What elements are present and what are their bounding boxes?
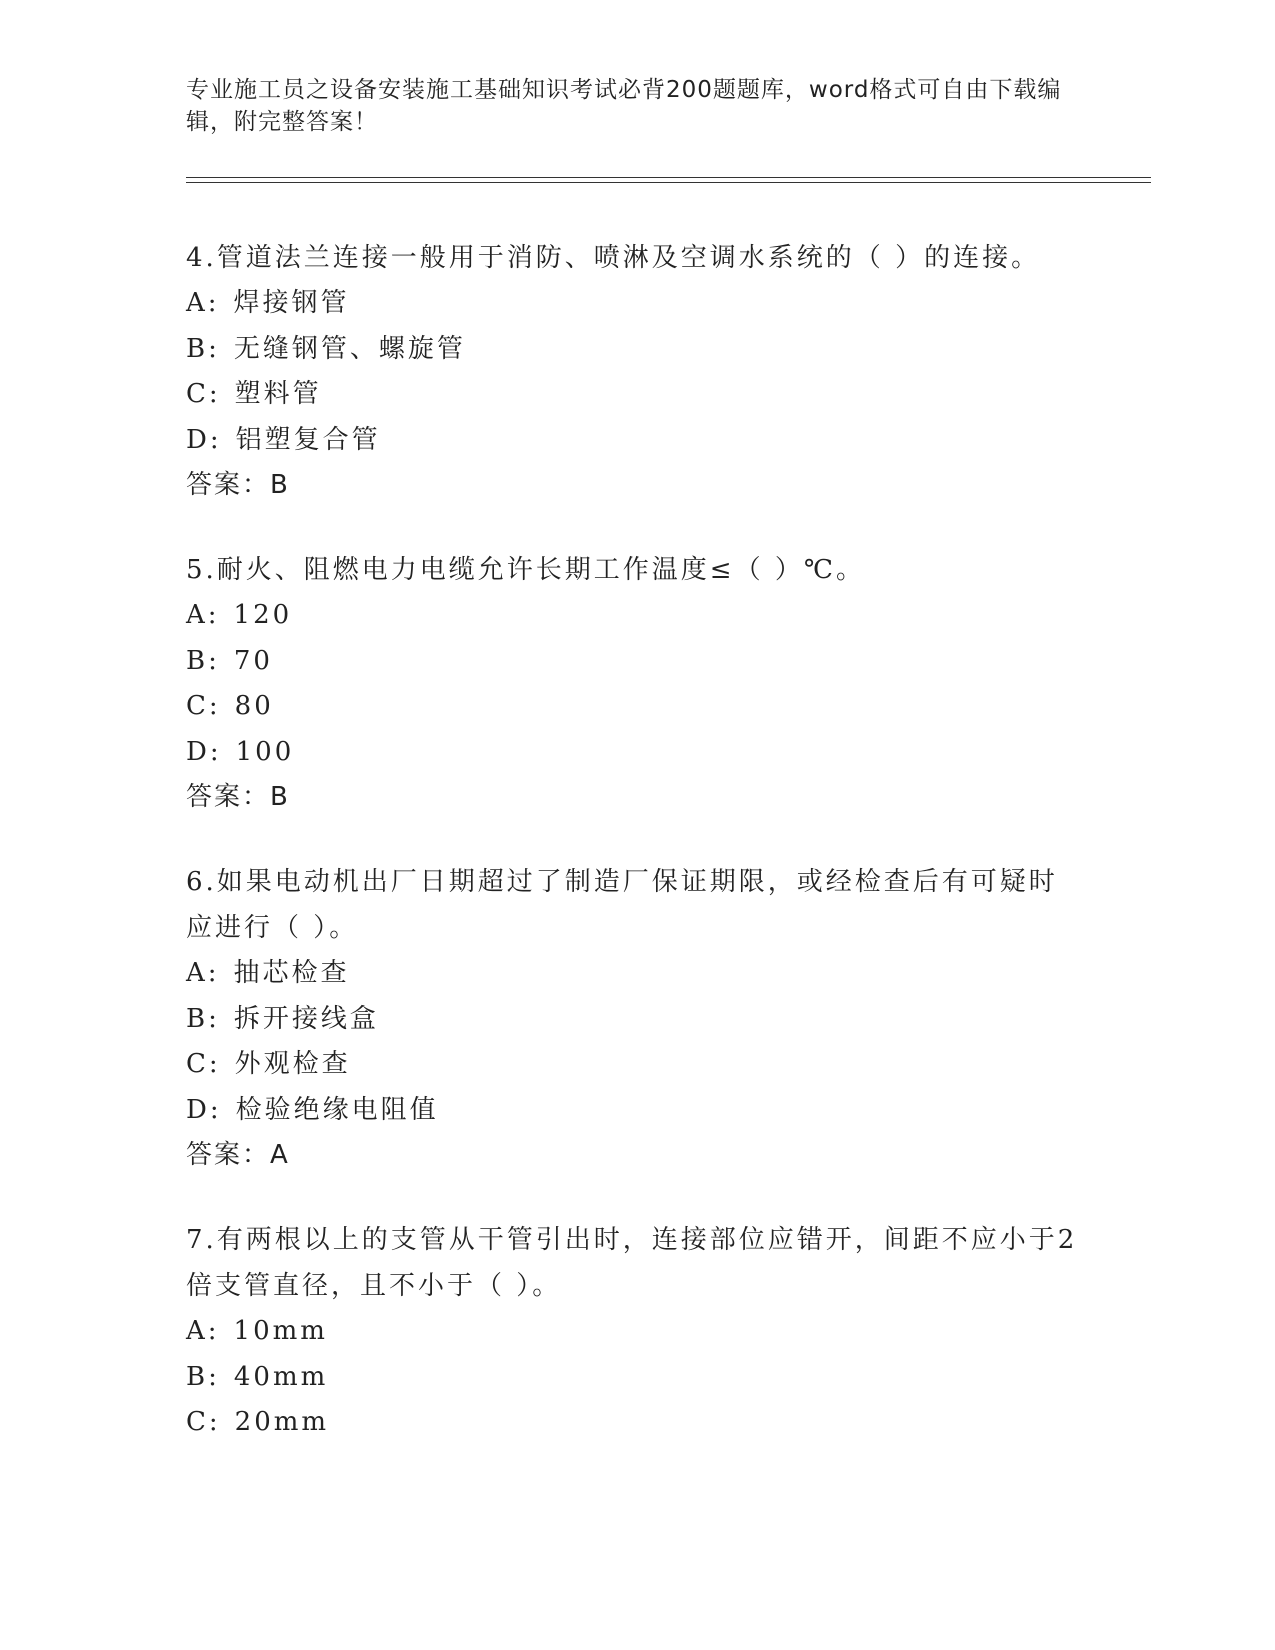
- answer-line: 答案：A: [186, 1140, 290, 1170]
- option-text: 拆开接线盒: [233, 1003, 379, 1034]
- option-text: 检验绝缘电阻值: [235, 1094, 439, 1125]
- option-c: [186, 1400, 1086, 1446]
- option-key: D:: [186, 424, 222, 455]
- option-key: C:: [186, 691, 221, 721]
- option-a: [186, 951, 1086, 997]
- option-text: 抽芯检查: [233, 958, 350, 988]
- answer-line: 答案：B: [186, 470, 290, 500]
- option-text: 40mm: [233, 1361, 329, 1392]
- question-list: [186, 235, 1086, 1485]
- question-stem: 7.有两根以上的支管从干管引出时，连接部位应错开，间距不应小于2倍支管直径，且不小于（ ）。: [186, 1225, 1078, 1301]
- option-b: [186, 1355, 1086, 1401]
- option-text: 焊接钢管: [233, 288, 350, 318]
- option-key: C:: [186, 379, 221, 409]
- option-key: B:: [186, 333, 220, 364]
- option-key: C:: [186, 1049, 221, 1079]
- question-stem: 6.如果电动机出厂日期超过了制造厂保证期限，或经检查后有可疑时应进行（ ）。: [186, 867, 1058, 943]
- question-4: [186, 235, 1086, 508]
- question-stem: 4.管道法兰连接一般用于消防、喷淋及空调水系统的（ ）的连接。: [186, 243, 1041, 273]
- question-5: [186, 547, 1086, 820]
- option-d: [186, 1088, 1086, 1134]
- question-6: [186, 859, 1086, 1178]
- option-key: B:: [186, 1361, 220, 1392]
- option-b: [186, 639, 1086, 685]
- option-key: A:: [186, 600, 220, 630]
- option-c: [186, 1042, 1086, 1088]
- option-text: 外观检查: [234, 1049, 351, 1079]
- option-a: [186, 1309, 1086, 1355]
- option-key: D:: [186, 1094, 222, 1125]
- option-a: [186, 281, 1086, 327]
- option-b: [186, 997, 1086, 1043]
- option-text: 无缝钢管、螺旋管: [233, 333, 466, 364]
- header-rule-top: [186, 177, 1151, 178]
- option-text: 100: [235, 736, 295, 767]
- answer-line: 答案：B: [186, 782, 290, 812]
- option-key: B:: [186, 1003, 220, 1034]
- header-rule-bottom: [186, 182, 1151, 183]
- option-c: [186, 684, 1086, 730]
- option-key: A:: [186, 288, 220, 318]
- option-key: A:: [186, 1316, 220, 1346]
- option-key: D:: [186, 736, 222, 767]
- option-text: 120: [233, 600, 293, 630]
- option-key: B:: [186, 645, 220, 676]
- option-text: 铝塑复合管: [235, 424, 381, 455]
- option-text: 10mm: [233, 1316, 328, 1346]
- option-key: A:: [186, 958, 220, 988]
- option-key: C:: [186, 1407, 221, 1437]
- option-c: [186, 372, 1086, 418]
- option-a: [186, 593, 1086, 639]
- option-text: 塑料管: [234, 379, 322, 409]
- document-header: 专业施工员之设备安装施工基础知识考试必背200题题库，word格式可自由下载编辑，附完整答案！: [186, 77, 1062, 135]
- question-stem: 5.耐火、阻燃电力电缆允许长期工作温度≤（ ）℃。: [186, 555, 865, 585]
- question-7: [186, 1217, 1086, 1446]
- option-text: 20mm: [234, 1407, 330, 1437]
- option-b: [186, 327, 1086, 373]
- option-d: [186, 730, 1086, 776]
- option-d: [186, 418, 1086, 464]
- option-text: 70: [233, 645, 273, 676]
- option-text: 80: [234, 691, 274, 721]
